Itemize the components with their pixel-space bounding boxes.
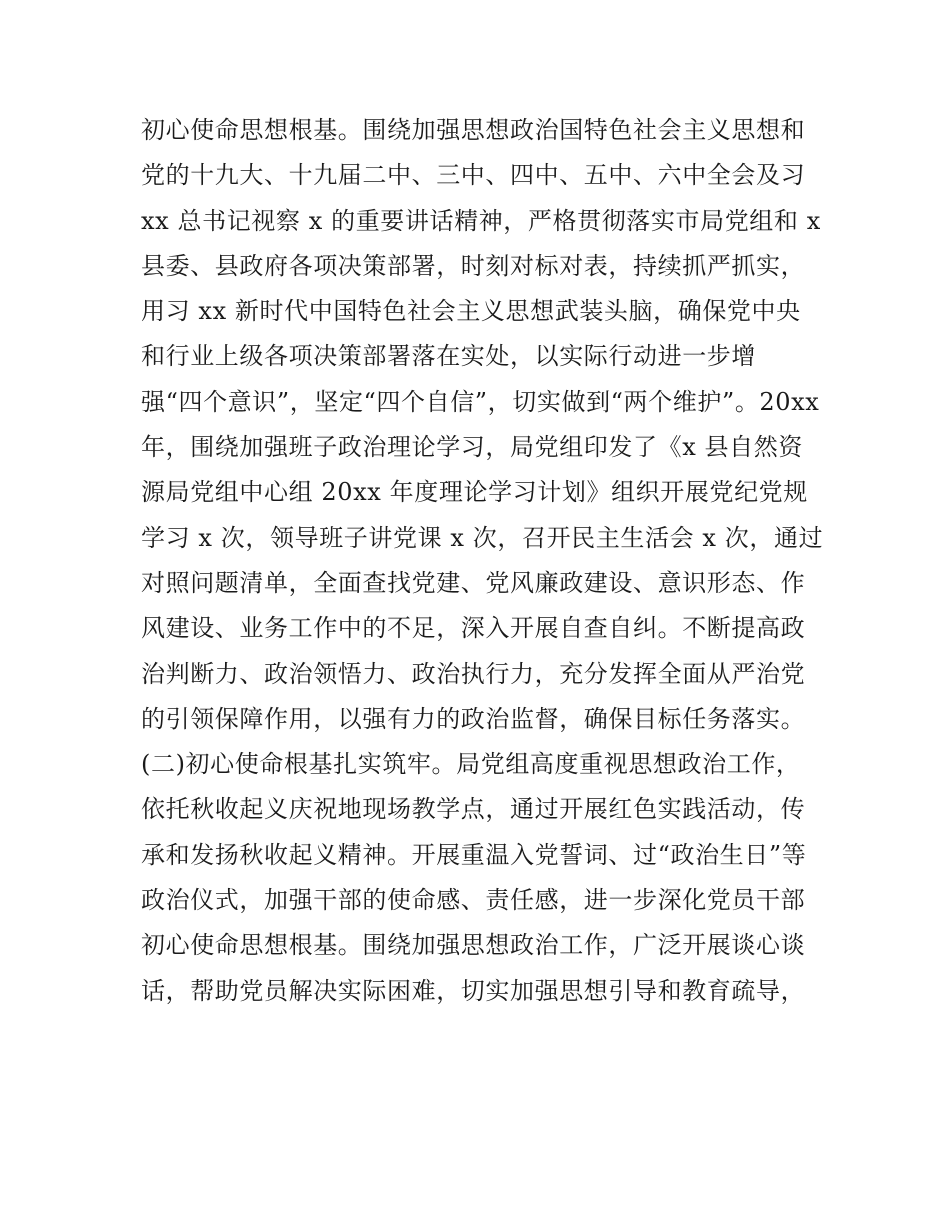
- text-line: 学习 x 次，领导班子讲党课 x 次，召开民主生活会 x 次，通过: [141, 523, 824, 552]
- text-line: 党的十九大、十九届二中、三中、四中、五中、六中全会及习: [141, 161, 806, 190]
- text-line: 承和发扬秋收起义精神。开展重温入党誓词、过“政治生日”等: [141, 840, 807, 869]
- text-line: 话，帮助党员解决实际困难，切实加强思想引导和教育疏导，: [141, 976, 806, 1005]
- text-line: 用习 xx 新时代中国特色社会主义思想武装头脑，确保党中央: [141, 297, 801, 326]
- text-line: 初心使命思想根基。围绕加强思想政治工作，广泛开展谈心谈: [141, 931, 806, 960]
- text-line: 强“四个意识”，坚定“四个自信”，切实做到“两个维护”。20xx: [141, 387, 820, 416]
- text-line: (二)初心使命根基扎实筑牢。局党组高度重视思想政治工作，: [141, 750, 801, 779]
- text-line: 风建设、业务工作中的不足，深入开展自查自纠。不断提高政: [141, 614, 806, 643]
- text-line: xx 总书记视察 x 的重要讲话精神，严格贯彻落实市局党组和 x: [141, 206, 821, 235]
- text-line: 对照问题清单，全面查找党建、党风廉政建设、意识形态、作: [141, 568, 806, 597]
- text-line: 的引领保障作用，以强有力的政治监督，确保目标任务落实。: [141, 704, 806, 733]
- text-line: 源局党组中心组 20xx 年度理论学习计划》组织开展党纪党规: [141, 478, 808, 507]
- text-line: 和行业上级各项决策部署落在实处，以实际行动进一步增: [141, 342, 756, 371]
- text-line: 初心使命思想根基。围绕加强思想政治国特色社会主义思想和: [141, 116, 806, 144]
- text-line: 政治仪式，加强干部的使命感、责任感，进一步深化党员干部: [141, 886, 806, 915]
- text-line: 县委、县政府各项决策部署，时刻对标对表，持续抓严抓实，: [141, 251, 806, 280]
- text-line: 依托秋收起义庆祝地现场教学点，通过开展红色实践活动，传: [141, 795, 806, 824]
- text-line: 治判断力、政治领悟力、政治执行力，充分发挥全面从严治党: [141, 659, 806, 688]
- body-text: [141, 108, 824, 1014]
- text-line: 年，围绕加强班子政治理论学习，局党组印发了《x 县自然资: [141, 433, 803, 462]
